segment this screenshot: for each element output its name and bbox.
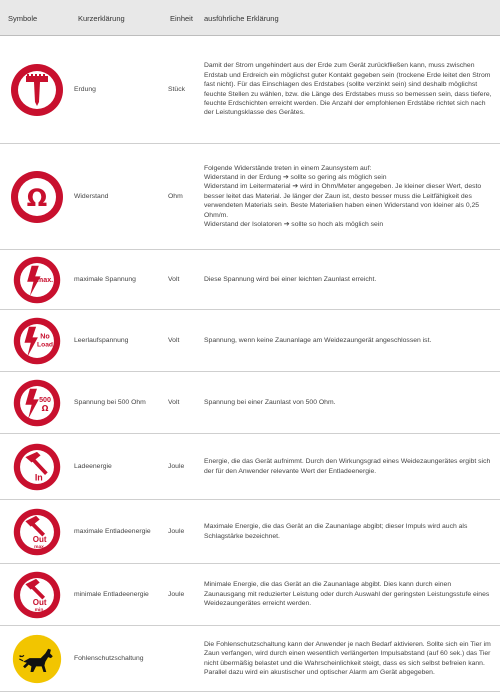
icon-label: 500 [39, 395, 51, 404]
table-row [0, 372, 500, 434]
short-explanation: Spannung bei 500 Ohm [74, 398, 146, 406]
short-explanation: Ladeenergie [74, 462, 112, 470]
short-explanation: maximale Entladeenergie [74, 527, 151, 535]
long-explanation: Die Fohlenschutzschaltung kann der Anwender je nach Bedarf aktivieren. Sollte sich ein Tier im Zaun verfangen, wird durch einen wesentlich verlängerten Impulsabstand (auf 60 sek.) das Tier nicht übermäßig belastet und die Wahrscheinlichkeit steigt, dass es sich selbst befreien kann. Parallel dazu wird ein akustischer und optischer Alarm am Gerät abgegeben. [204, 640, 491, 676]
long-explanation: Maximale Energie, die das Gerät an die Zaunanlage abgibt; dieser Impuls wird auch als Schlagstärke bezeichnet. [204, 523, 468, 540]
hammer-out-min-icon [12, 570, 62, 620]
table-row [0, 36, 500, 144]
desc-line: Folgende Widerstände treten in einem Zaunsystem auf: [204, 164, 372, 172]
short-explanation: Fohlenschutzschaltung [74, 654, 144, 662]
voltage-max-icon [12, 255, 62, 305]
unit: Stück [168, 85, 185, 93]
short-explanation: Leerlaufspannung [74, 336, 129, 344]
table-row [0, 144, 500, 250]
icon-label: min. [34, 607, 45, 613]
desc-line: Widerstand im Leitermaterial ➔ wird in Ohm/Meter angegeben. Je kleiner dieser Wert, desto besser leitet das Material. Je länger der Zaun ist, desto besser muss die Leitfähigkeit des verwendeten Materials sein. Beste Materialien haben einen Widerstand von kleiner als 0,25 Ohm/m. [204, 183, 482, 219]
unit: Joule [168, 527, 185, 535]
table-row [0, 310, 500, 372]
short-explanation: maximale Spannung [74, 275, 136, 283]
icon-label: max. [34, 544, 46, 550]
voltage-500-ohm-icon [12, 378, 62, 428]
voltage-no-load-icon [12, 316, 62, 366]
header-unit: Einheit [170, 14, 193, 23]
unit [168, 626, 206, 691]
table-row [0, 434, 500, 500]
short-explanation: Widerstand [74, 192, 109, 200]
hammer-in-icon [12, 442, 62, 492]
unit: Joule [168, 590, 185, 598]
icon-label: Ω [41, 403, 49, 413]
ground-rod-icon [9, 62, 65, 118]
icon-label: No [40, 331, 50, 340]
table-header [0, 0, 500, 36]
header-long-explanation: ausführliche Erklärung [204, 14, 279, 23]
short-explanation: Erdung [74, 85, 96, 93]
long-explanation: Minimale Energie, die das Gerät an die Zaunanlage abgibt. Dies kann durch einen Zaunausgang mit reduzierter Leistung oder durch Auswahl der geringsten Leistungsstufe eines Weidezaungerätes erreicht werden. [204, 581, 490, 608]
long-explanation: Spannung, wenn keine Zaunanlage am Weidezaungerät angeschlossen ist. [204, 336, 432, 344]
table-row [0, 250, 500, 310]
unit: Joule [168, 462, 185, 470]
hammer-out-max-icon [12, 507, 62, 557]
short-explanation: minimale Entladeenergie [74, 590, 149, 598]
icon-label: Out [32, 597, 47, 607]
icon-label: In [34, 471, 43, 482]
unit: Volt [168, 275, 180, 283]
long-explanation: Diese Spannung wird bei einer leichten Zaunlast erreicht. [204, 275, 377, 283]
desc-line: Widerstand in der Erdung ➔ sollte so gering als möglich sein [204, 173, 387, 181]
table-row [0, 500, 500, 564]
table-row [0, 626, 500, 692]
unit: Volt [168, 336, 180, 344]
icon-label: max. [36, 275, 54, 284]
unit: Volt [168, 398, 180, 406]
ohm-icon [9, 169, 65, 225]
header-short-explanation: Kurzerklärung [78, 14, 125, 23]
unit: Ohm [168, 192, 183, 200]
table-row [0, 564, 500, 626]
svg-text:Ω: Ω [26, 183, 48, 212]
foal-horse-icon [11, 633, 63, 685]
long-explanation: Damit der Strom ungehindert aus der Erde zum Gerät zurückfließen kann, muss zwischen Erdstab und Erdreich ein möglichst guter Kontakt gegeben sein (trockene Erde leitet den Strom fast nicht). Für das Einschlagen des Erdstabes (sollte verzinkt sein) sind deshalb möglichst feuchte Stellen zu wählen, bzw. die Länge des Erdstabes muss so bemessen sein, dass tiefere, feuchte Erdschichten erreicht werden. Die Anzahl der empfohlenen Erdstäbe richtet sich nach der Leistungsklasse des Gerätes. [204, 62, 492, 117]
desc-line: Widerstand der Isolatoren ➔ sollte so hoch als möglich sein [204, 221, 384, 229]
icon-label: Load [37, 340, 54, 348]
header-symbol: Symbole [8, 14, 38, 23]
long-explanation [204, 164, 494, 230]
long-explanation: Spannung bei einer Zaunlast von 500 Ohm. [204, 398, 336, 406]
long-explanation: Energie, die das Gerät aufnimmt. Durch den Wirkungsgrad eines Weidezaungerätes ergibt sich der für den Anwender relevante Wert der Entladeenergie. [204, 458, 491, 475]
icon-label: Out [32, 534, 47, 544]
